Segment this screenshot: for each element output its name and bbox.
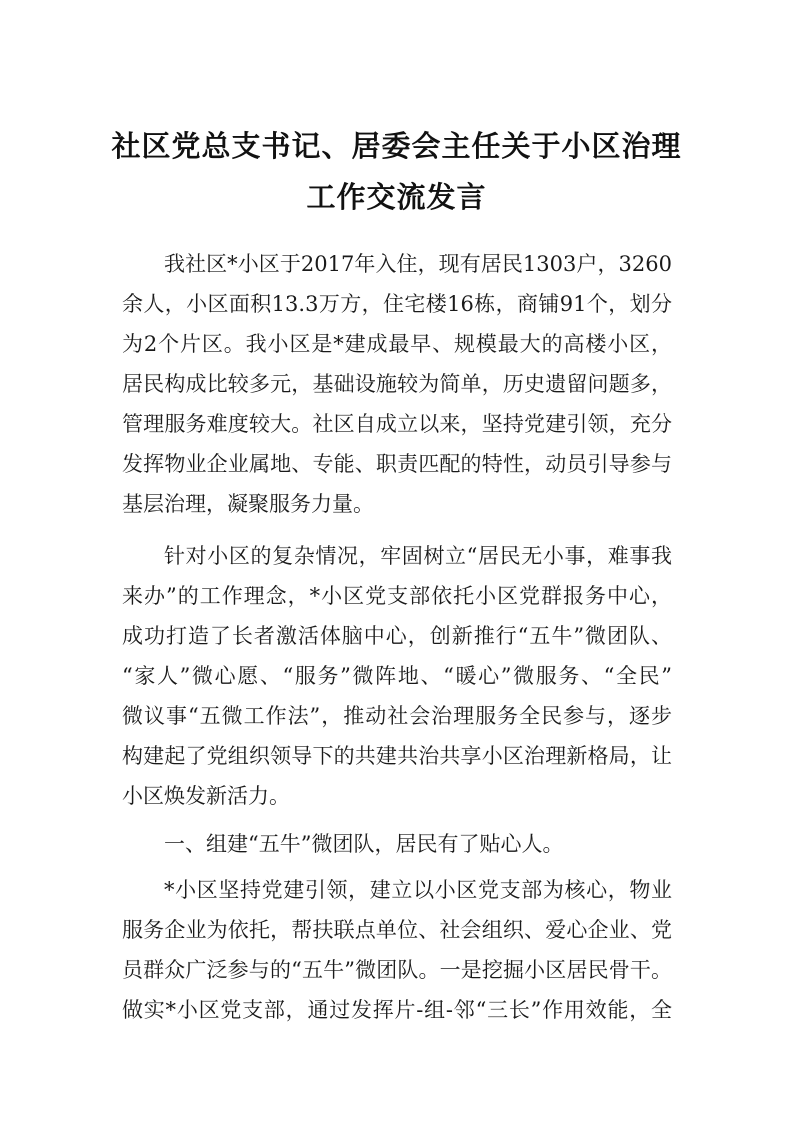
body-line: 针对小区的复杂情况，牢固树立“居民无小事，难事我 xyxy=(164,544,672,568)
body-line: 我社区*小区于2017年入住，现有居民1303户，3260 xyxy=(164,252,672,276)
body-line: 管理服务难度较大。社区自成立以来，坚持党建引领，充分 xyxy=(122,412,672,436)
body-line: “家人”微心愿、“服务”微阵地、“暖心”微服务、“全民” xyxy=(122,664,672,688)
section-heading: 一、组建“五牛”微团队，居民有了贴心人。 xyxy=(164,832,564,856)
body-line: 构建起了党组织领导下的共建共治共享小区治理新格局，让 xyxy=(122,744,672,768)
body-line: 微议事“五微工作法”，推动社会治理服务全民参与，逐步 xyxy=(122,704,672,728)
body-line: 余人，小区面积13.3万方，住宅楼16栋，商铺91个，划分 xyxy=(122,292,672,316)
body-line: *小区坚持党建引领，建立以小区党支部为核心，物业 xyxy=(164,878,672,902)
body-line: 做实*小区党支部，通过发挥片-组-邻“三长”作用效能，全 xyxy=(122,998,672,1022)
body-line: 基层治理，凝聚服务力量。 xyxy=(122,492,374,516)
body-line: 成功打造了长者激活体脑中心，创新推行“五牛”微团队、 xyxy=(122,624,672,648)
document-title-line-1: 社区党总支书记、居委会主任关于小区治理 xyxy=(111,129,682,163)
body-line: 小区焕发新活力。 xyxy=(122,784,290,808)
body-line: 居民构成比较多元，基础设施较为简单，历史遗留问题多， xyxy=(122,372,672,396)
body-line: 员群众广泛参与的“五牛”微团队。一是挖掘小区居民骨干。 xyxy=(122,958,672,982)
body-line: 发挥物业企业属地、专能、职责匹配的特性，动员引导参与 xyxy=(122,452,672,476)
body-line: 为2个片区。我小区是*建成最早、规模最大的高楼小区， xyxy=(122,332,672,356)
body-line: 服务企业为依托，帮扶联点单位、社会组织、爱心企业、党 xyxy=(122,918,672,942)
document-title-line-2: 工作交流发言 xyxy=(306,180,487,214)
body-line: 来办”的工作理念，*小区党支部依托小区党群报务中心， xyxy=(122,584,672,608)
